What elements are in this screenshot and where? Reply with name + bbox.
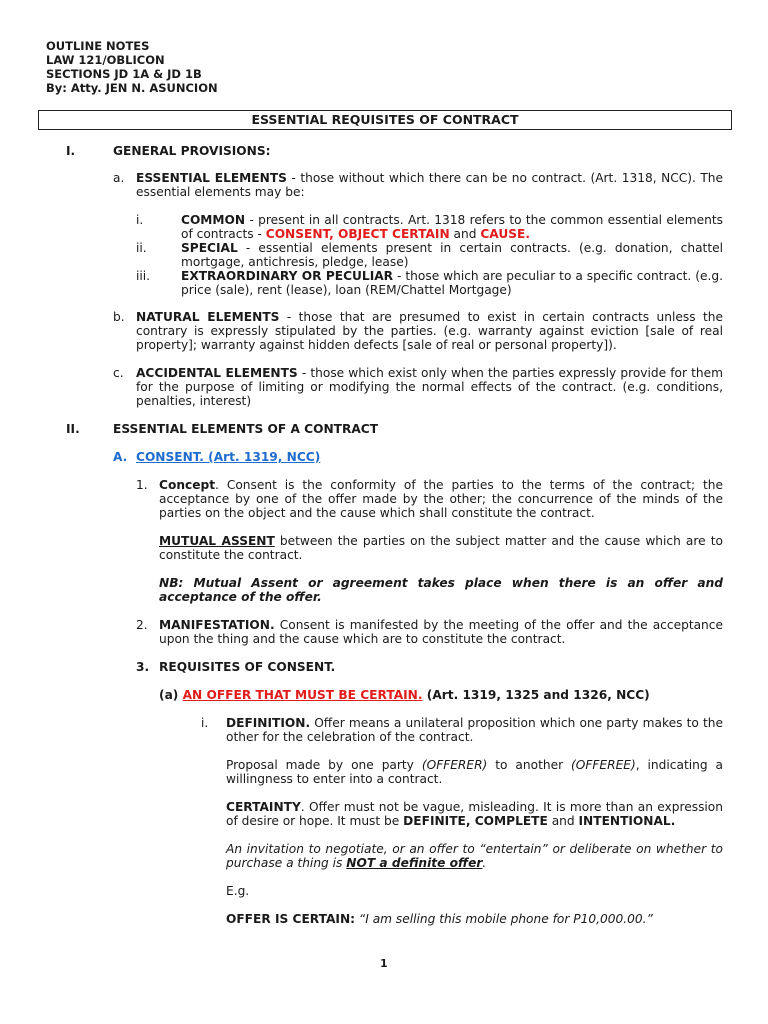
- concept-text: . Consent is the conformity of the parties to the terms of the contract; the acceptance by one of the offer made by the other; the concurrence of the minds of the parties on the object and the cause which shall constitute the contract.: [159, 478, 723, 520]
- offerer-term: (OFFERER): [421, 758, 488, 772]
- document-header: [46, 39, 218, 95]
- extraordinary-term: EXTRAORDINARY OR PECULIAR: [181, 269, 394, 283]
- definition-label: i.: [201, 716, 209, 730]
- point-3-label: 3.: [136, 660, 150, 674]
- manifestation-term: MANIFESTATION.: [159, 618, 275, 632]
- requisite-a-label: (a): [159, 688, 183, 702]
- item-c-label: c.: [113, 366, 124, 380]
- common-text: - present in all contracts. Art. 1318 refers to the common essential elements of contracts -: [181, 213, 723, 241]
- header-line-2: LAW 121/OBLICON: [46, 53, 165, 67]
- proposal-paragraph: [226, 758, 723, 786]
- proposal-text-2: to another: [487, 758, 572, 772]
- point-3-heading: REQUISITES OF CONSENT.: [159, 660, 336, 674]
- offer-certain-term: OFFER IS CERTAIN:: [226, 912, 356, 926]
- item-c-accidental-elements: [136, 366, 723, 408]
- point-2-manifestation: [159, 618, 723, 646]
- offer-certain-quote: “I am selling this mobile phone for P10,000.00.”: [355, 912, 653, 926]
- requisite-a-line: [159, 688, 650, 702]
- header-author: By: Atty. JEN N. ASUNCION: [46, 81, 218, 95]
- section-2-heading: ESSENTIAL ELEMENTS OF A CONTRACT: [113, 422, 379, 436]
- invitation-text: An invitation to negotiate, or an offer to “entertain” or deliberate on whether to purchase a thing is: [226, 842, 723, 870]
- item-iii-extraordinary: [181, 269, 723, 297]
- accidental-elements-text: - those which exist only when the parties expressly provide for them for the purpose of limiting or modifying the normal effects of the contract. (e.g. conditions, penalties, interest): [136, 366, 723, 408]
- essential-elements-text: - those without which there can be no contract. (Art. 1318, NCC). The essential elements may be:: [136, 171, 723, 199]
- proposal-text-1: Proposal made by one party: [226, 758, 422, 772]
- definite-complete-term: DEFINITE, COMPLETE: [403, 814, 548, 828]
- item-ii-special: [181, 241, 723, 269]
- item-iii-label: iii.: [136, 269, 151, 283]
- common-red-cause: CAUSE.: [480, 227, 530, 241]
- point-2-label: 2.: [136, 618, 148, 632]
- not-definite-offer-term: NOT a definite offer: [346, 856, 483, 870]
- subsection-a-label: A.: [113, 450, 128, 464]
- proposal-text-3: , indicating a willingness to enter into a contract.: [226, 758, 723, 786]
- mutual-assent-paragraph: [159, 534, 723, 562]
- intentional-term: INTENTIONAL.: [578, 814, 676, 828]
- certainty-paragraph: [226, 800, 723, 828]
- eg-label: E.g.: [226, 884, 250, 898]
- invitation-paragraph: [226, 842, 723, 870]
- accidental-elements-term: ACCIDENTAL ELEMENTS: [136, 366, 298, 380]
- section-1-number: I.: [66, 144, 76, 158]
- item-ii-label: ii.: [136, 241, 147, 255]
- certainty-and: and: [547, 814, 579, 828]
- certainty-text: . Offer must not be vague, misleading. It is more than an expression of desire or hope. It must be: [226, 800, 723, 828]
- definition-term: DEFINITION.: [226, 716, 311, 730]
- definition-text: Offer means a unilateral proposition which one party makes to the other for the celebration of the contract.: [226, 716, 723, 744]
- common-red-consent-object: CONSENT, OBJECT CERTAIN: [265, 227, 450, 241]
- mutual-assent-term: MUTUAL ASSENT: [159, 534, 275, 548]
- section-2-number: II.: [66, 422, 80, 436]
- special-term: SPECIAL: [181, 241, 238, 255]
- offer-certain-example: [226, 912, 653, 926]
- mutual-assent-text: between the parties on the subject matter and the cause which are to constitute the contract.: [159, 534, 723, 562]
- offer-certain-red: AN OFFER THAT MUST BE CERTAIN.: [182, 688, 423, 702]
- consent-heading-link[interactable]: CONSENT. (Art. 1319, NCC): [136, 450, 321, 464]
- page-number: 1: [380, 957, 388, 970]
- certainty-term: CERTAINTY: [226, 800, 301, 814]
- natural-elements-text: - those that are presumed to exist in certain contracts unless the contrary is expressly stipulated by the parties. (e.g. warranty against eviction [sale of real property]; warranty against hidden defects [sale of real or personal property]).: [136, 310, 723, 352]
- offer-certain-articles: (Art. 1319, 1325 and 1326, NCC): [422, 688, 650, 702]
- point-1-concept: [159, 478, 723, 520]
- item-a-label: a.: [113, 171, 125, 185]
- nb-note: NB: Mutual Assent or agreement takes place when there is an offer and acceptance of the offer.: [159, 576, 723, 604]
- item-b-natural-elements: [136, 310, 723, 352]
- natural-elements-term: NATURAL ELEMENTS: [136, 310, 280, 324]
- document-title: ESSENTIAL REQUISITES OF CONTRACT: [38, 110, 732, 130]
- section-1-heading: GENERAL PROVISIONS:: [113, 144, 271, 158]
- concept-term: Concept: [159, 478, 216, 492]
- point-1-label: 1.: [136, 478, 148, 492]
- definition-paragraph: [226, 716, 723, 744]
- common-term: COMMON: [181, 213, 246, 227]
- special-text: - essential elements present in certain contracts. (e.g. donation, chattel mortgage, antichresis, pledge, lease): [181, 241, 723, 269]
- header-line-3: SECTIONS JD 1A & JD 1B: [46, 67, 202, 81]
- extraordinary-text: - those which are peculiar to a specific contract. (e.g. price (sale), rent (lease), loan (REM/Chattel Mortgage): [181, 269, 723, 297]
- item-a-essential-elements: [136, 171, 723, 199]
- essential-elements-term: ESSENTIAL ELEMENTS: [136, 171, 287, 185]
- offeree-term: (OFFEREE): [571, 758, 636, 772]
- item-b-label: b.: [113, 310, 125, 324]
- manifestation-text: Consent is manifested by the meeting of the offer and the acceptance upon the thing and the cause which are to constitute the contract.: [159, 618, 723, 646]
- header-line-1: OUTLINE NOTES: [46, 39, 150, 53]
- invitation-end: .: [482, 856, 487, 870]
- item-i-label: i.: [136, 213, 144, 227]
- common-and: and: [449, 227, 481, 241]
- item-i-common: [181, 213, 723, 241]
